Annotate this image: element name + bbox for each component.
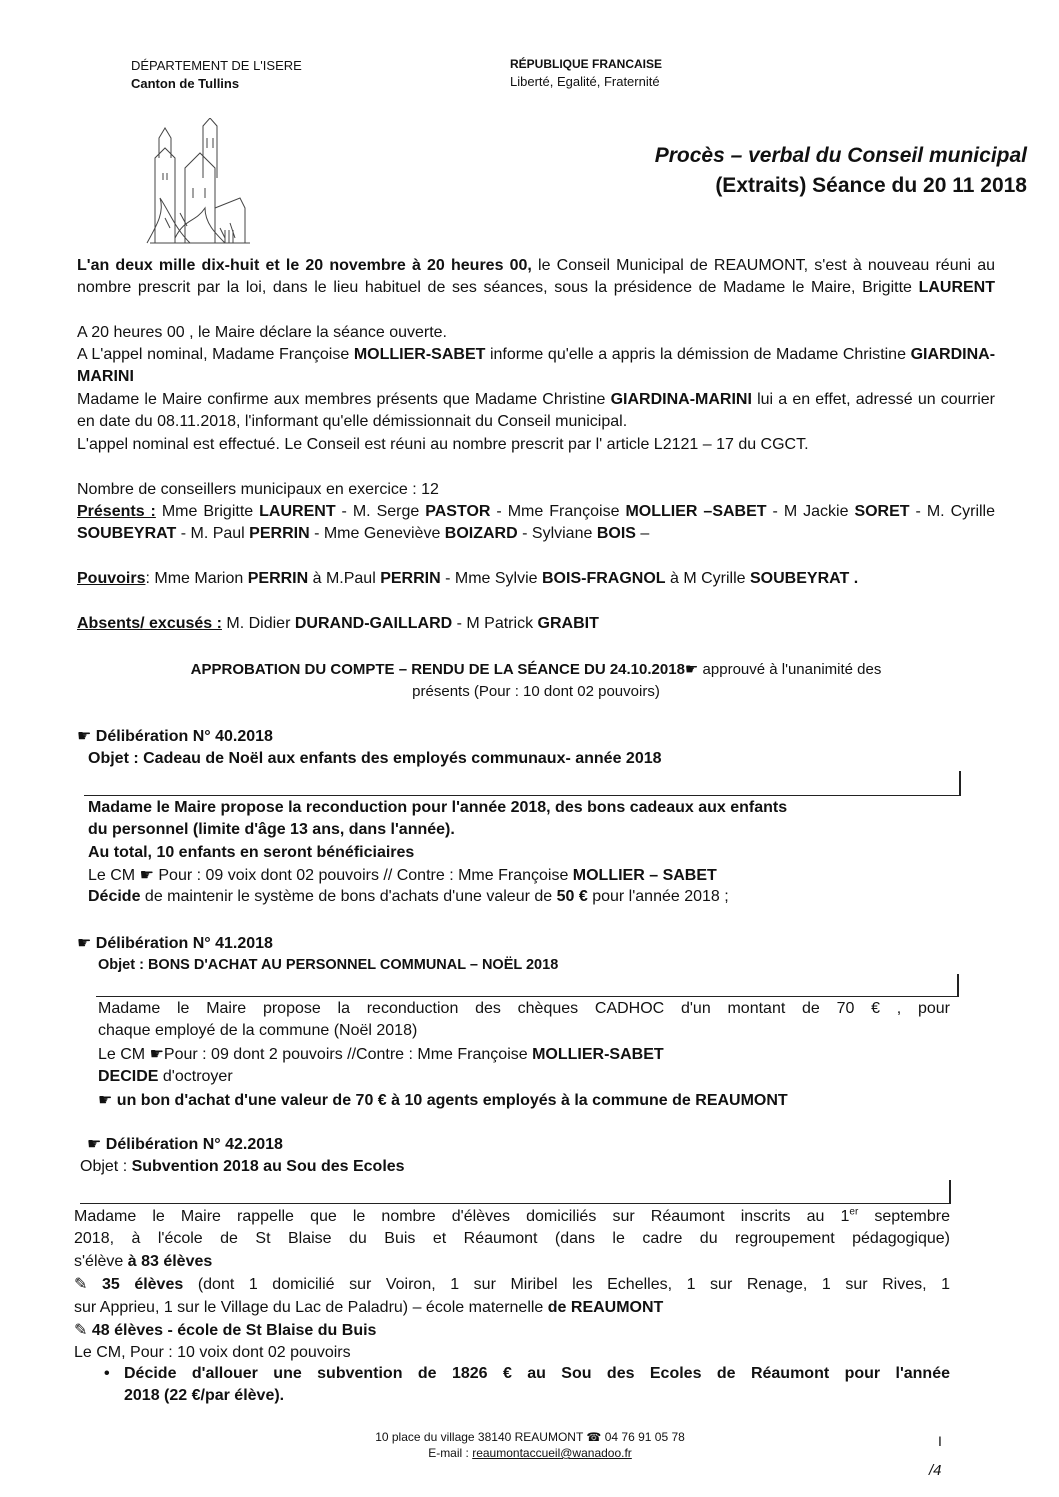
person-name: MOLLIER-SABET [532, 1045, 664, 1063]
approbation-title: APPROBATION DU COMPTE – RENDU DE LA SÉANCE DU 24.10.2018 [190, 661, 685, 678]
text: pour l'année 2018 ; [587, 888, 729, 905]
delib-41-line: chaque employé de la commune (Noël 2018) [98, 1022, 418, 1040]
pointing-hand-icon: ☛ [77, 933, 92, 952]
text: - Mme Sylvie [440, 570, 542, 587]
delib-40-line: Madame le Maire propose la reconduction pour l'année 2018, des bons cadeaux aux enfants [88, 799, 788, 816]
delib-42-rule [80, 1203, 950, 1204]
delib-41-number: Délibération N° 41.2018 [95, 935, 273, 952]
pouvoirs-list [77, 568, 995, 590]
delib-42-rule-tick [949, 1180, 951, 1204]
person-name: MOLLIER-SABET [353, 346, 486, 363]
text: septembre [858, 1208, 950, 1225]
intro-paragraph-6: Nombre de conseillers municipaux en exercice : 12 [77, 481, 439, 498]
approbation-block [77, 658, 995, 703]
text: - M. Serge [335, 503, 426, 520]
church-sketch-logo-icon [145, 118, 255, 246]
delib-41-decision: un bon d'achat d'une valeur de 70 € à 10 agents employés à la commune de REAUMONT [116, 1091, 788, 1109]
person-name: MOLLIER – SABET [572, 867, 717, 884]
delib-40-rule [84, 795, 960, 796]
delib-40-vote [88, 864, 717, 887]
text: s'élève [74, 1252, 128, 1270]
objet-title: Subvention 2018 au Sou des Ecoles [131, 1158, 405, 1175]
person-name: DURAND-GAILLARD [294, 615, 453, 632]
student-count: 35 élèves [101, 1276, 184, 1294]
approbation-result: présents (Pour : 10 dont 02 pouvoirs) [412, 683, 660, 700]
canton-name: Canton de Tullins [131, 76, 240, 91]
text: à M.Paul [308, 570, 381, 587]
pointing-hand-icon: ☛ [149, 1043, 164, 1063]
text: Mme Brigitte [155, 503, 260, 520]
pointing-hand-icon: ☛ [77, 726, 92, 745]
delib-41-body [98, 998, 950, 1112]
intro-paragraph-2: A 20 heures 00 , le Maire déclare la séance ouverte. [77, 324, 447, 341]
pencil-icon: ✎ [74, 1274, 88, 1294]
bullet-icon: • [104, 1365, 110, 1382]
pointing-hand-icon: ☛ [87, 1134, 102, 1153]
department-name: DÉPARTEMENT DE L'ISERE [131, 58, 302, 73]
text: - Sylviane [517, 525, 597, 543]
footer [280, 1429, 780, 1461]
pointing-hand-icon: ☛ [98, 1089, 113, 1109]
amount: 50 € [556, 888, 588, 905]
decision-line: Décide d'allouer une subvention de 1826 € au Sou des Ecoles de Réaumont pour l'année [124, 1365, 950, 1382]
person-name: SORET [854, 503, 910, 520]
text: Pour : 09 voix dont 02 pouvoirs // Contre : Mme Françoise [153, 867, 573, 884]
footer-mark: I [938, 1433, 942, 1449]
session-date: L'an deux mille dix-huit et le 20 novembre à 20 heures 00, [77, 257, 532, 274]
school-name: de REAUMONT [547, 1298, 664, 1316]
footer-address: 10 place du village 38140 REAUMONT [375, 1430, 584, 1444]
delib-40-body [88, 797, 954, 864]
delib-42-body [74, 1206, 950, 1365]
text: (dont 1 domicilié sur Voiron, 1 sur Miribel les Echelles, 1 sur Renage, 1 sur Rives, 1 [183, 1276, 950, 1294]
text: – [635, 525, 650, 543]
delib-40-decision [88, 886, 729, 908]
title-line-1: Procès – verbal du Conseil municipal [654, 144, 1027, 167]
intro-text: A L'appel nominal, Madame Françoise [77, 346, 354, 363]
delib-40-objet: Objet : Cadeau de Noël aux enfants des employés communaux- année 2018 [88, 750, 662, 767]
delib-41-line: Madame le Maire propose la reconduction des chèques CADHOC d'un montant de 70 € , pour [98, 1000, 950, 1017]
text: Le CM [98, 1045, 150, 1063]
student-total: à 83 élèves [127, 1252, 213, 1270]
republic-motto: Liberté, Egalité, Fraternité [510, 74, 660, 89]
text: M. Didier [221, 615, 295, 632]
text: sur Apprieu, 1 sur le Village du Lac de Paladru) – école maternelle [74, 1298, 548, 1316]
person-name: BOIS-FRAGNOL [542, 570, 666, 587]
decision-label: Décide [88, 888, 141, 905]
delib-42-number: Délibération N° 42.2018 [105, 1136, 283, 1153]
delib-41-objet: Objet : BONS D'ACHAT AU PERSONNEL COMMUNAL – NOËL 2018 [98, 957, 559, 973]
delib-42-vote: Le CM, Pour : 10 voix dont 02 pouvoirs [74, 1344, 351, 1362]
page-number: /4 [929, 1462, 942, 1479]
decision-label: DECIDE [98, 1068, 159, 1086]
intro-paragraph-1 [77, 255, 995, 300]
intro-text: informe qu'elle a appris la démission de Madame Christine [485, 346, 911, 363]
person-name: GRABIT [537, 615, 599, 632]
pencil-icon: ✎ [74, 1320, 88, 1340]
intro-paragraph-3 [77, 344, 995, 389]
pointing-hand-icon: ☛ [139, 865, 154, 884]
person-name: SOUBEYRAT . [750, 570, 859, 587]
person-name: GIARDINA-MARINI [77, 346, 996, 386]
delib-40-line: Au total, 10 enfants en seront bénéficiaires [88, 843, 415, 861]
delib-42-decision [104, 1363, 950, 1408]
person-name: PERRIN [249, 525, 310, 543]
delib-40-rule-tick [959, 771, 961, 796]
presents-label: Présents : [77, 503, 156, 520]
delib-41-heading [77, 932, 273, 955]
text: - M Jackie [766, 503, 855, 520]
delib-42-objet [80, 1156, 405, 1178]
delib-41-rule [96, 996, 958, 997]
person-name: BOIZARD [444, 525, 518, 543]
header-right [510, 55, 662, 91]
approbation-text: approuvé à l'unanimité des [698, 661, 882, 678]
delib-42-line: 2018, à l'école de St Blaise du Buis et Réaumont (dans le cadre du regroupement pédagogique) [74, 1230, 950, 1248]
delib-42-heading [87, 1133, 283, 1156]
text: Le CM [88, 867, 140, 884]
text: : Mme Marion [145, 570, 248, 587]
person-name: BOIS [596, 525, 636, 543]
text: à M Cyrille [665, 570, 750, 587]
page-title [470, 141, 1027, 201]
person-name: LAURENT [259, 503, 336, 520]
footer-email-link[interactable]: reaumontaccueil@wanadoo.fr [472, 1446, 632, 1460]
presents-list [77, 501, 995, 546]
delib-40-number: Délibération N° 40.2018 [95, 728, 273, 745]
superscript: er [849, 1206, 859, 1218]
absents-list [77, 613, 995, 635]
text: - M Patrick [452, 615, 538, 632]
person-name: PERRIN [380, 570, 441, 587]
intro-text: Madame le Maire confirme aux membres présents que Madame Christine [77, 391, 611, 408]
pointing-hand-icon: ☛ [684, 660, 699, 678]
student-count: 48 élèves - école de St Blaise du Buis [91, 1322, 377, 1340]
footer-email-label: E-mail : [428, 1446, 473, 1460]
phone-icon: ☎ [586, 1430, 602, 1444]
text: Pour : 09 dont 2 pouvoirs //Contre : Mme Françoise [163, 1045, 533, 1063]
intro-text: lui a en effet, adressé un courrier en date du 08.11.2018, l'informant qu'elle démissionnait du Conseil municipal. [77, 391, 996, 431]
intro-paragraph-4 [77, 389, 995, 434]
text: Madame le Maire rappelle que le nombre d'élèves domiciliés sur Réaumont inscrits au 1 [74, 1208, 850, 1225]
text: d'octroyer [158, 1068, 233, 1086]
person-name: GIARDINA-MARINI [610, 391, 752, 408]
text: Objet : [80, 1158, 132, 1175]
text: - M. Paul [176, 525, 250, 543]
pouvoirs-label: Pouvoirs [77, 570, 146, 587]
republic-name: RÉPUBLIQUE FRANCAISE [510, 57, 663, 71]
header-left [131, 57, 302, 93]
footer-phone: 04 76 91 05 78 [604, 1430, 685, 1444]
person-name: PASTOR [425, 503, 491, 520]
text: - Mme Geneviève [309, 525, 445, 543]
absents-label: Absents/ excusés : [77, 615, 222, 632]
delib-40-heading [77, 725, 273, 748]
person-name: MOLLIER –SABET [625, 503, 767, 520]
decision-line: 2018 (22 €/par élève). [124, 1387, 285, 1405]
delib-40-line: du personnel (limite d'âge 13 ans, dans l'année). [88, 821, 455, 839]
text: - Mme Françoise [490, 503, 626, 520]
mayor-name: LAURENT [918, 279, 995, 297]
text: de maintenir le système de bons d'achats d'une valeur de [140, 888, 557, 905]
person-name: PERRIN [247, 570, 309, 587]
intro-text: le Conseil Municipal de REAUMONT, s'est à nouveau réuni au nombre prescrit par la loi, dans le lieu habituel de ses séances, sous la présidence de Madame le Maire, Brigitte [77, 257, 995, 297]
delib-41-rule-tick [957, 974, 959, 997]
title-line-2: (Extraits) Séance du 20 11 2018 [715, 174, 1027, 197]
person-name: SOUBEYRAT [77, 525, 177, 543]
text: - M. Cyrille [909, 503, 996, 520]
intro-paragraph-5: L'appel nominal est effectué. Le Conseil est réuni au nombre prescrit par l' article L2121 – 17 du CGCT. [77, 436, 809, 453]
